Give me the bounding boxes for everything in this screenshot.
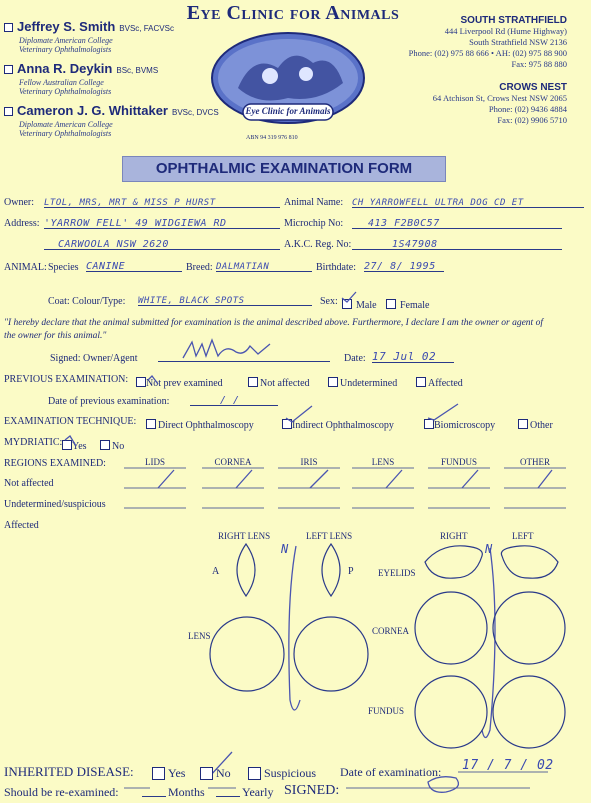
vet-name: Cameron J. G. Whittaker: [17, 103, 168, 118]
inherited-yes-option[interactable]: [152, 764, 185, 782]
logo-text: Eye Clinic for Animals: [245, 106, 331, 116]
months-label: Months: [168, 785, 205, 799]
anterior-label: A: [212, 566, 220, 577]
left-lens-label: LEFT LENS: [306, 531, 353, 541]
akc-value: 1S47908: [392, 239, 438, 250]
yearly-label: Yearly: [242, 785, 274, 799]
address-value-1: 'YARROW FELL' 49 WIDGIEWA RD: [44, 218, 227, 229]
reexam-label: Should be re-examined:: [4, 785, 119, 799]
months-field[interactable]: [142, 787, 166, 797]
date-signed-value: 17 Jul 02: [372, 350, 437, 363]
region-col-lids: LIDS: [145, 457, 165, 467]
clinic-title: Eye Clinic for Animals: [186, 2, 400, 24]
species-value: CANINE: [86, 261, 126, 272]
vet-subtitle: Fellow Australian College: [19, 78, 104, 87]
fundus-label: FUNDUS: [368, 706, 405, 716]
not-affected-label: Not affected: [260, 378, 310, 389]
vet-credentials: BVSc, FACVSc: [119, 24, 174, 33]
owner-value: LTOL, MRS, MRT & MISS P HURST: [44, 198, 216, 208]
region-col-iris: IRIS: [300, 457, 318, 467]
south-addr1: 444 Liverpool Rd (Hume Highway): [444, 26, 567, 36]
vet-credentials: BSc, BVMS: [116, 66, 159, 75]
declaration-text: "I hereby declare that the animal submitted for examination is the animal described above. Furthermore, I declare I am the owner or agent of the owner for this animal.": [4, 318, 543, 341]
posterior-label: P: [348, 566, 354, 577]
undetermined-label: Undetermined: [340, 378, 398, 389]
animal-name-label: Animal Name:: [284, 197, 344, 208]
exam-tech-label: EXAMINATION TECHNIQUE:: [4, 416, 137, 427]
date-label: Date:: [344, 353, 366, 364]
affected-label: Affected: [428, 378, 463, 389]
row-not-affected-label: Not affected: [4, 478, 54, 489]
inherited-yes-label: Yes: [168, 766, 186, 780]
inherited-no-option[interactable]: [200, 764, 231, 782]
date-prev-label: Date of previous examination:: [48, 396, 170, 407]
crows-addr1: 64 Atchison St, Crows Nest NSW 2065: [432, 93, 567, 103]
biomicroscopy-label: Biomicroscopy: [434, 420, 496, 431]
vet-name: Jeffrey S. Smith: [17, 19, 116, 34]
other-label: Other: [530, 420, 553, 431]
owner-label: Owner:: [4, 197, 34, 208]
sex-label: Sex:: [320, 296, 338, 307]
birthdate-value: 27/ 8/ 1995: [364, 261, 436, 272]
right-eye-label: RIGHT: [440, 531, 468, 541]
breed-value: DALMATIAN: [216, 262, 270, 272]
animal-label: ANIMAL:: [4, 262, 47, 273]
no-label: No: [112, 441, 125, 452]
yes-label: Yes: [72, 441, 87, 452]
region-col-other: OTHER: [520, 457, 550, 467]
lens-normal-mark: N: [281, 542, 289, 556]
checkbox-checked[interactable]: [200, 767, 213, 780]
vet-subtitle: Veterinary Ophthalmologists: [19, 87, 112, 96]
regions-label: REGIONS EXAMINED:: [4, 458, 106, 469]
address-label: Address:: [4, 218, 40, 229]
breed-label: Breed:: [186, 262, 213, 273]
signed-label: SIGNED:: [284, 783, 340, 798]
row-affected-label: Affected: [4, 520, 39, 531]
akc-label: A.K.C. Reg. No:: [284, 239, 352, 250]
crows-fax: Fax: (02) 9906 5710: [497, 115, 567, 125]
vet-subtitle: Diplomate American College: [19, 120, 113, 129]
indirect-label: Indirect Ophthalmoscopy: [292, 420, 394, 431]
inherited-label: INHERITED DISEASE:: [4, 764, 134, 779]
south-title: SOUTH STRATHFIELD: [460, 15, 567, 26]
region-col-lens: LENS: [371, 457, 395, 467]
vet-subtitle: Diplomate American College: [19, 36, 113, 45]
left-eye-label: LEFT: [512, 531, 534, 541]
yearly-field[interactable]: [216, 787, 240, 797]
abn: ABN 94 319 976 810: [246, 135, 298, 141]
south-addr2: South Strathfield NSW 2136: [469, 37, 567, 47]
right-lens-label: RIGHT LENS: [218, 531, 271, 541]
microchip-value: 413 F2B0C57: [368, 218, 440, 229]
signed-owner-label: Signed: Owner/Agent: [50, 353, 138, 364]
not-prev-label: Not prev examined: [146, 378, 223, 389]
region-col-fundus: FUNDUS: [440, 457, 477, 467]
suspicious-label: Suspicious: [264, 766, 317, 780]
row-undetermined-label: Undetermined/suspicious: [4, 499, 106, 510]
vet-name: Anna R. Deykin: [17, 61, 113, 76]
crows-phone: Phone: (02) 9436 4884: [488, 104, 567, 114]
cornea-label: CORNEA: [372, 626, 410, 636]
vet-credentials: BVSc, DVCS: [171, 108, 219, 117]
eye-normal-mark: N: [485, 542, 493, 556]
eyelids-label: EYELIDS: [378, 568, 416, 578]
coat-label: Coat: Colour/Type:: [48, 296, 126, 307]
male-label: Male: [356, 300, 377, 311]
species-label: Species: [48, 262, 79, 273]
date-exam-label: Date of examination:: [340, 765, 442, 779]
inherited-no-label: No: [216, 766, 231, 780]
south-phone: Phone: (02) 975 88 666 • AH: (02) 975 88 900: [408, 48, 567, 58]
lens-label: LENS: [188, 631, 211, 641]
direct-label: Direct Ophthalmoscopy: [158, 420, 254, 431]
inherited-suspicious-option[interactable]: [248, 764, 316, 782]
date-exam-value: 17 / 7 / 02: [462, 758, 554, 773]
birthdate-label: Birthdate:: [316, 262, 356, 273]
coat-value: WHITE, BLACK SPOTS: [138, 296, 245, 306]
date-prev-value: / /: [220, 395, 240, 406]
vet-subtitle: Veterinary Ophthalmologists: [19, 129, 112, 138]
address-value-2: CARWOOLA NSW 2620: [58, 239, 169, 250]
vet-subtitle: Veterinary Ophthalmologists: [19, 45, 112, 54]
prev-exam-label: PREVIOUS EXAMINATION:: [4, 374, 129, 385]
form-title: OPHTHALMIC EXAMINATION FORM: [122, 156, 446, 182]
animal-name-value: CH YARROWFELL ULTRA DOG CD ET: [352, 198, 524, 208]
microchip-label: Microchip No:: [284, 218, 344, 229]
female-label: Female: [400, 300, 430, 311]
crows-title: CROWS NEST: [499, 82, 567, 93]
region-col-cornea: CORNEA: [214, 457, 252, 467]
south-fax: Fax: 975 88 880: [511, 59, 567, 69]
mydriatic-label: MYDRIATIC:: [4, 437, 63, 448]
checkbox[interactable]: [152, 767, 165, 780]
checkbox[interactable]: [248, 767, 261, 780]
